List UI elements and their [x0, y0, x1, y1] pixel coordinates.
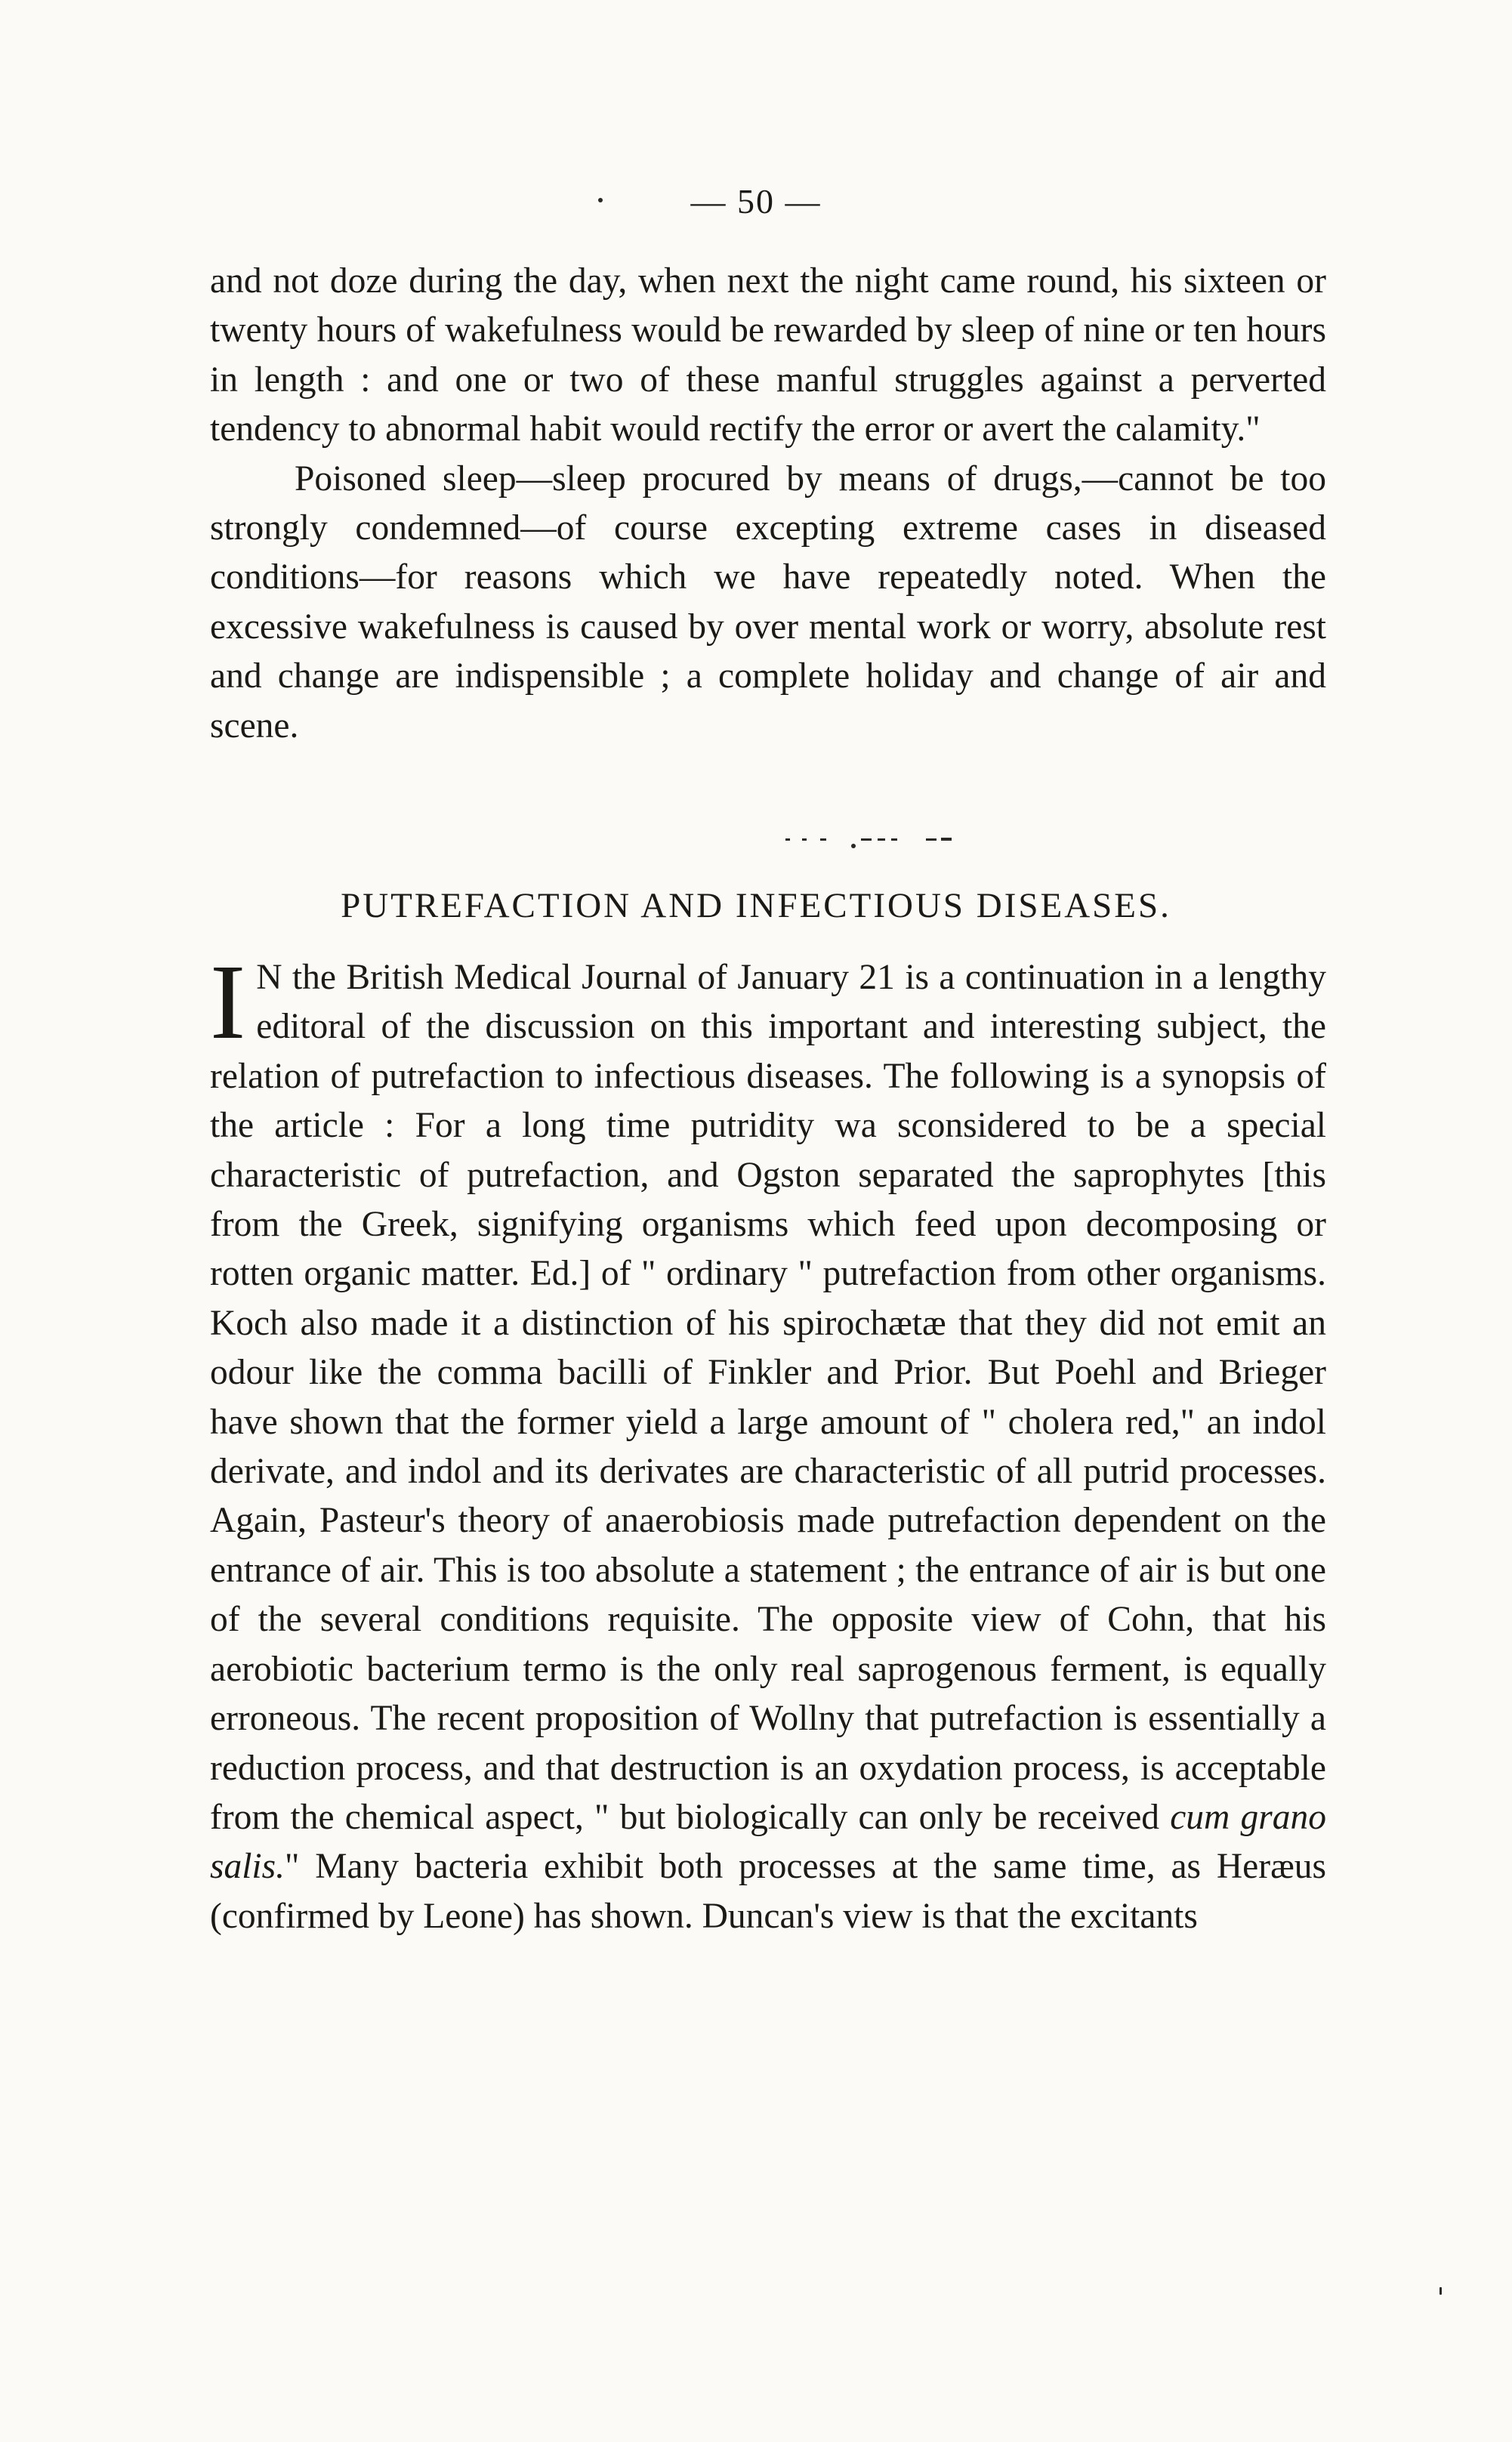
section-divider-ornament [755, 831, 1012, 849]
drop-cap: I [210, 942, 246, 1061]
section-paragraph [210, 942, 1327, 1941]
section-title: PUTREFACTION AND INFECTIOUS DISEASES. [341, 886, 1171, 925]
continued-paragraph: and not doze during the day, when next the night came round, his sixteen or twenty hours of wakefulness would be rewarded by sleep of nine or ten hours in length : and one or two of these manful struggles against a perverted tendency to abnormal habit would rectify the error or avert the calamity." [210, 261, 1326, 449]
page-number: — 50 — [690, 182, 822, 221]
section-text-continued: " Many bacteria exhibit both processes at the same time, as Heræus (confirmed by Leone) has shown. Duncan's view is that the excitants [210, 1847, 1326, 1936]
section-text: N the British Medical Journal of January 21 is a continuation in a lengthy editoral of the discussion on this important and interesting subject, the relation of putrefaction to infectious diseases. The following is a synopsis of the article : For a long time putridity wa sconsidered to be a special characteristic of putrefaction, and Ogston separated the saprophytes [this from the Greek, signifying organisms which feed upon decomposing or rotten organic matter. Ed.] of " ordinary " putrefaction from other organisms. Koch also made it a distinction of his spirochætæ that they did not emit an odour like the comma bacilli of Finkler and Prior. But Poehl and Brieger have shown that the former yield a large amount of " cholera red," an indol derivate, and indol and its derivates are characteristic of all putrid processes. Again, Pasteur's theory of anaerobiosis made putrefaction dependent on the entrance of air. This is too absolute a statement ; the entrance of air is but one of the several conditions requisite. The opposite view of Cohn, that his aerobiotic bacterium termo is the only real saprogenous ferment, is equally erroneous. The recent proposition of Wollny that putrefaction is essentially a reduction process, and that destruction is an oxydation process, is acceptable from the chemical aspect, " but biologically can only be received [210, 958, 1326, 1837]
latin-phrase: cum grano salis. [210, 1797, 1327, 1887]
poisoned-sleep-paragraph: Poisoned sleep—sleep procured by means of drugs,—cannot be too strongly condemned—of course excepting extreme cases in diseased conditions—for reasons which we have repeatedly noted. When the excessive wakefulness is caused by over mental work or worry, absolute rest and change are indispensible ; a complete holiday and change of air and scene. [210, 458, 1326, 746]
stray-mark [598, 198, 603, 202]
continued-text [210, 257, 1326, 751]
section-body [210, 942, 1327, 1941]
stray-mark [1439, 2287, 1442, 2295]
